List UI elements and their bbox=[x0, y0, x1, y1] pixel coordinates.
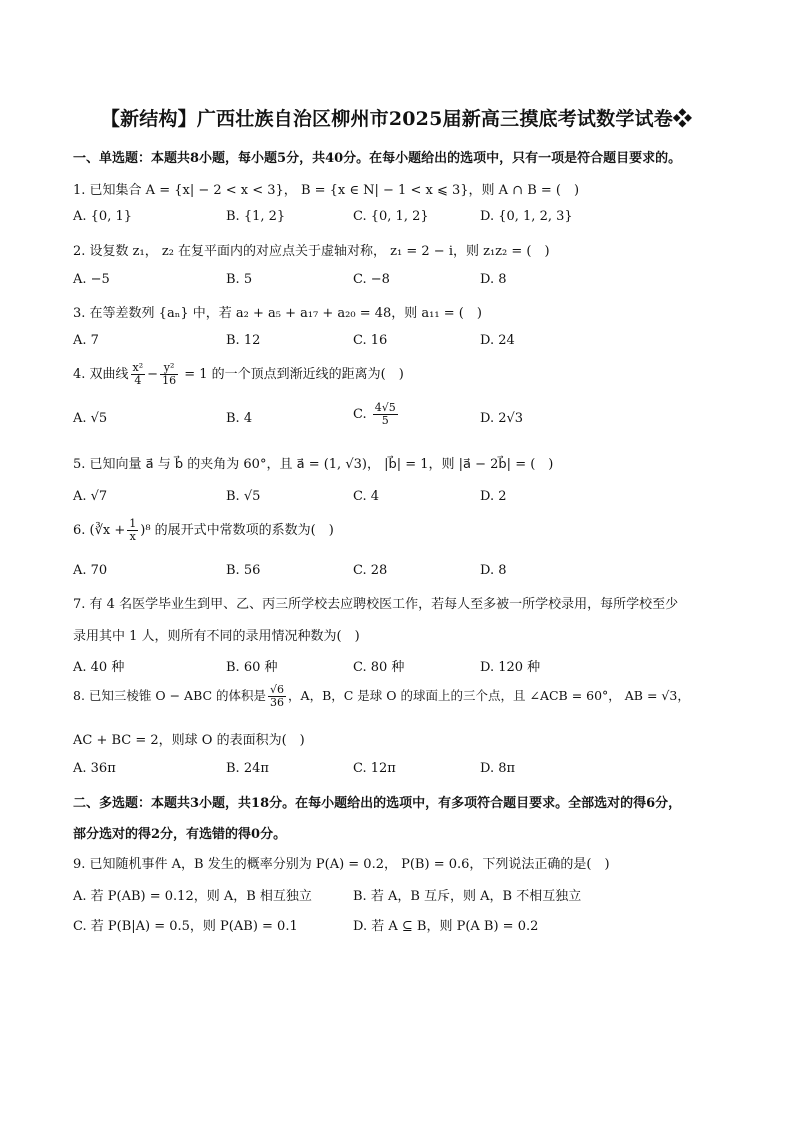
q1-option-d: D. {0, 1, 2, 3} bbox=[480, 209, 573, 224]
q1-option-b: B. {1, 2} bbox=[226, 209, 286, 224]
q7-option-d: D. 120 种 bbox=[480, 660, 541, 675]
section-heading-multi-choice-line2: 部分选对的得2分，有选错的得0分。 bbox=[73, 827, 287, 842]
q3-option-b: B. 12 bbox=[226, 333, 261, 348]
q4-option-d: D. 2√3 bbox=[480, 411, 524, 426]
q7-option-b: B. 60 种 bbox=[226, 660, 278, 675]
q9-option-b: B. 若 A，B 互斥，则 A，B 不相互独立 bbox=[353, 889, 582, 904]
q9-option-c: C. 若 P(B|A) = 0.5，则 P(AB) = 0.1 bbox=[73, 919, 298, 934]
q8-option-a: A. 36π bbox=[73, 761, 116, 776]
q5-option-c: C. 4 bbox=[353, 489, 380, 504]
q2-option-d: D. 8 bbox=[480, 272, 507, 287]
q4-option-b: B. 4 bbox=[226, 411, 253, 426]
q5-option-a: A. √7 bbox=[73, 489, 108, 504]
question-7-stem-line1: 7. 有 4 名医学毕业生到甲、乙、丙三所学校去应聘校医工作，若每人至多被一所学校录用，每所学校至少 bbox=[73, 597, 679, 612]
page-title: 【新结构】广西壮族自治区柳州市2025届新高三摸底考试数学试卷❖ bbox=[100, 108, 693, 130]
question-8-stem-line1: 8. 已知三棱锥 O − ABC 的体积是 $\frac{√6}{36}$ ，A，B，C 是球 O 的球面上的三个点，且 ∠ACB = 60°， AB = √3， bbox=[73, 683, 690, 709]
q6-option-c: C. 28 bbox=[353, 563, 388, 578]
section-heading-multi-choice-line1: 二、多选题：本题共3小题，共18分。在每小题给出的选项中，有多项符合题目要求。全部选对的得6分， bbox=[73, 796, 682, 811]
q3-option-c: C. 16 bbox=[353, 333, 388, 348]
q4-suffix: = 1 的一个顶点到渐近线的距离为( ) bbox=[184, 367, 404, 382]
q6-option-a: A. 70 bbox=[73, 563, 108, 578]
q1-option-a: A. {0, 1} bbox=[73, 209, 133, 224]
q9-option-a: A. 若 P(AB) = 0.12，则 A，B 相互独立 bbox=[73, 889, 312, 904]
q3-option-a: A. 7 bbox=[73, 333, 99, 348]
section-heading-single-choice: 一、单选题：本题共8小题，每小题5分，共40分。在每小题给出的选项中，只有一项是符合题目要求的。 bbox=[73, 151, 682, 166]
q9-option-d: D. 若 A ⊆ B，则 P(A B) = 0.2 bbox=[353, 919, 539, 934]
q5-option-b: B. √5 bbox=[226, 489, 261, 504]
q5-option-d: D. 2 bbox=[480, 489, 507, 504]
q2-option-a: A. −5 bbox=[73, 272, 110, 287]
question-3-stem: 3. 在等差数列 {aₙ} 中，若 a₂ + a₅ + a₁₇ + a₂₀ = 48，则 a₁₁ = ( ) bbox=[73, 306, 482, 321]
q4-prefix: 4. 双曲线 bbox=[73, 367, 129, 382]
q2-option-c: C. −8 bbox=[353, 272, 390, 287]
q6-option-b: B. 56 bbox=[226, 563, 261, 578]
q8-option-c: C. 12π bbox=[353, 761, 396, 776]
question-6-stem: 6. (∛x + $\frac{1}{x}$ )⁸ 的展开式中常数项的系数为( ) bbox=[73, 517, 334, 543]
q4-option-a: A. √5 bbox=[73, 411, 108, 426]
q7-option-c: C. 80 种 bbox=[353, 660, 405, 675]
question-9-stem: 9. 已知随机事件 A，B 发生的概率分别为 P(A) = 0.2， P(B) = 0.6，下列说法正确的是( ) bbox=[73, 857, 610, 872]
q4-fraction-y: $\frac{\text{y²}}{16}$ bbox=[162, 361, 177, 387]
q4-fraction-x: $\frac{\text{x²}}{4}$ bbox=[132, 361, 144, 387]
question-8-stem-line2: AC + BC = 2，则球 O 的表面积为( ) bbox=[73, 733, 305, 748]
question-1-stem: 1. 已知集合 A = {x| − 2 < x < 3}， B = {x ∈ N| − 1 < x ⩽ 3}，则 A ∩ B = ( ) bbox=[73, 183, 580, 198]
q8-option-d: D. 8π bbox=[480, 761, 516, 776]
q1-option-c: C. {0, 1, 2} bbox=[353, 209, 429, 224]
question-5-stem: 5. 已知向量 a⃗ 与 b⃗ 的夹角为 60°，且 a⃗ = (1, √3)， |b⃗| = 1，则 |a⃗ − 2b⃗| = ( ) bbox=[73, 457, 554, 472]
q4-option-c: C. $\frac{4√5}{5}$ bbox=[353, 401, 396, 427]
q2-option-b: B. 5 bbox=[226, 272, 253, 287]
question-7-stem-line2: 录用其中 1 人，则所有不同的录用情况种数为( ) bbox=[73, 629, 360, 644]
question-2-stem: 2. 设复数 z₁， z₂ 在复平面内的对应点关于虚轴对称， z₁ = 2 − i，则 z₁z₂ = ( ) bbox=[73, 244, 550, 259]
q7-option-a: A. 40 种 bbox=[73, 660, 125, 675]
q3-option-d: D. 24 bbox=[480, 333, 515, 348]
q6-option-d: D. 8 bbox=[480, 563, 507, 578]
question-4-stem bbox=[73, 362, 404, 387]
q8-option-b: B. 24π bbox=[226, 761, 269, 776]
q4-minus: − bbox=[147, 367, 159, 382]
